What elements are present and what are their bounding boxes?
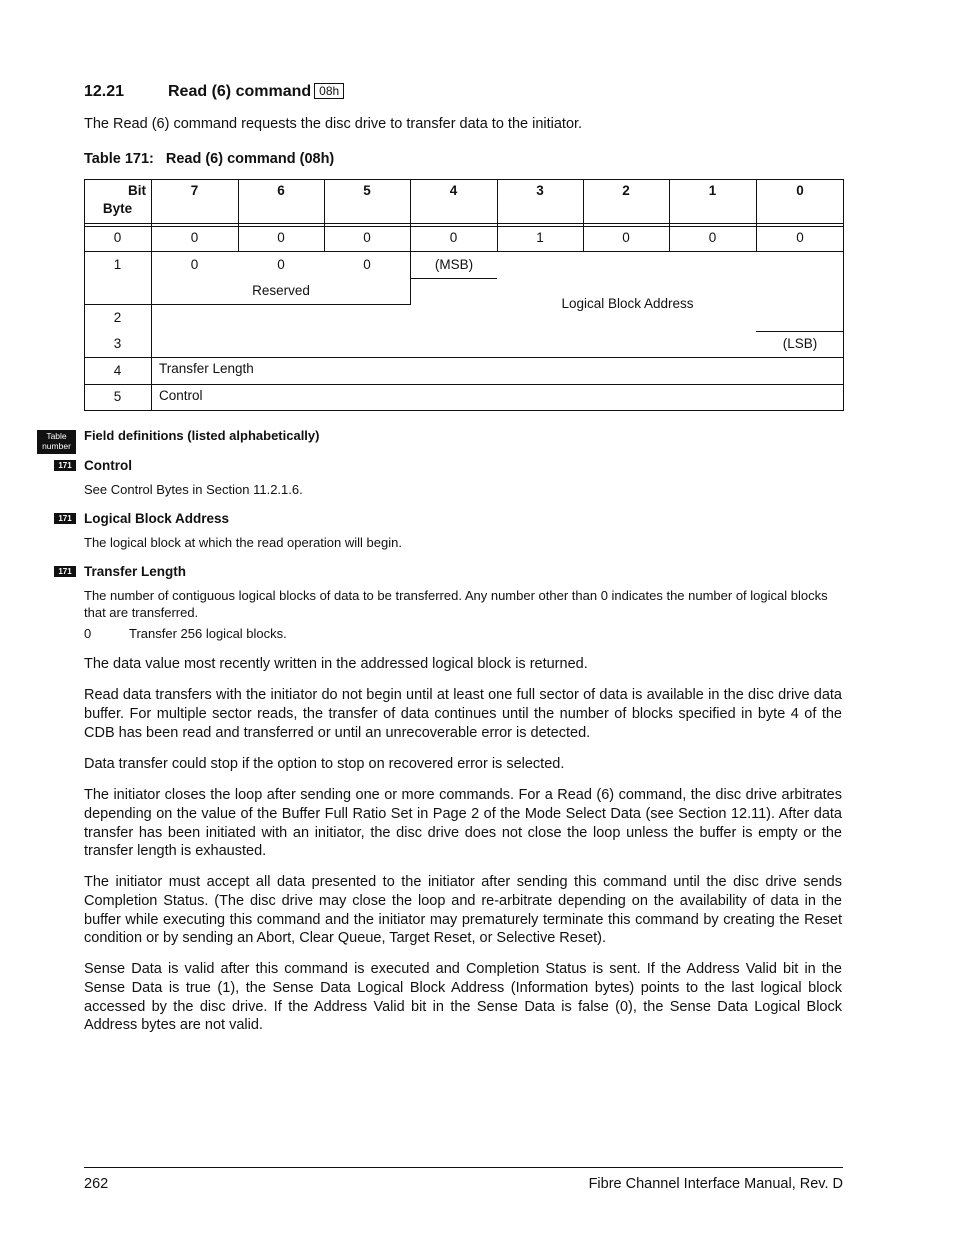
field-name: Transfer Length xyxy=(84,564,187,579)
value-desc: Transfer 256 logical blocks. xyxy=(129,626,287,641)
cdb-table xyxy=(84,179,844,411)
intro-text: The Read (6) command requests the disc drive to transfer data to the initiator. xyxy=(84,116,583,132)
byte-number: 5 xyxy=(113,389,122,404)
byte-number: 2 xyxy=(113,310,122,325)
bit-value: 0 xyxy=(363,257,371,272)
bit-header: 7 xyxy=(190,183,199,198)
table-caption-label: Table 171: xyxy=(84,151,154,167)
table-caption-title: Read (6) command (08h) xyxy=(165,151,335,167)
table-caption xyxy=(84,151,334,167)
transfer-length-field: Transfer Length xyxy=(159,361,254,376)
paragraph: The initiator closes the loop after sending one or more commands. For a Read (6) command, the disc drive arbitrates depending on the value of the Buffer Full Ratio Set in Page 2 of the Mode Select Data (see Section 12.11). After data transfer has been initiated with an initiator, the disc drive does not close the loop unless the buffer is empty or the transfer length is exhausted. xyxy=(84,787,842,860)
paragraph: Data transfer could stop if the option to stop on recovered error is selected. xyxy=(84,756,565,772)
section-number: 12.21 xyxy=(84,83,125,100)
bit-value: 0 xyxy=(190,257,199,272)
value-row xyxy=(84,626,287,641)
table-number-badge xyxy=(37,430,76,454)
bit-value: 0 xyxy=(708,230,717,245)
control-field: Control xyxy=(159,388,203,403)
field-desc: The number of contiguous logical blocks of data to be transferred. Any number other than 0 indicates the number of logical blocks that are transferred. xyxy=(84,588,828,620)
field-name: Logical Block Address xyxy=(84,511,230,526)
opcode-box: 08h xyxy=(314,83,344,99)
byte-number: 3 xyxy=(113,336,122,351)
value-key: 0 xyxy=(84,626,92,641)
field-desc: The logical block at which the read operation will begin. xyxy=(84,535,402,550)
reserved-label: Reserved xyxy=(252,283,310,298)
table-ref-badge: 171 xyxy=(54,566,76,577)
byte-number: 4 xyxy=(113,363,122,378)
paragraph: The initiator must accept all data presented to the initiator after sending this command until the disc drive sends Completion Status. (The disc drive may close the loop and re-arbitrate depending on the availability of data in the buffer while executing this command and the initiator may prematurely terminate this command by creating the Reset condition or by sending an Abort, Clear Queue, Target Reset, or Selective Reset). xyxy=(84,874,842,947)
section-heading xyxy=(84,83,344,101)
lba-label: Logical Block Address xyxy=(561,296,694,311)
bit-header: 1 xyxy=(708,183,717,198)
page-number: 262 xyxy=(84,1176,109,1192)
paragraph: The data value most recently written in the addressed logical block is returned. xyxy=(84,656,588,672)
field-name: Control xyxy=(84,458,132,473)
bit-value: 0 xyxy=(796,230,804,245)
bit-value: 0 xyxy=(190,230,199,245)
bit-header: 5 xyxy=(363,183,371,198)
section-title: Read (6) command xyxy=(168,83,312,100)
bit-header: 4 xyxy=(449,183,458,198)
field-definitions-header: Field definitions (listed alphabetically) xyxy=(84,428,320,443)
footer-rule xyxy=(84,1167,843,1168)
bit-value: 1 xyxy=(536,230,544,245)
bit-value: 0 xyxy=(277,230,285,245)
bit-value: 0 xyxy=(622,230,630,245)
header-byte-label: Byte xyxy=(102,201,133,216)
header-bit-label: Bit xyxy=(128,183,146,198)
bit-header: 3 xyxy=(536,183,544,198)
field-desc: See Control Bytes in Section 11.2.1.6. xyxy=(84,482,303,497)
lsb-label: (LSB) xyxy=(782,336,818,351)
msb-label: (MSB) xyxy=(434,257,474,272)
bit-value: 0 xyxy=(363,230,371,245)
document-title: Fibre Channel Interface Manual, Rev. D xyxy=(588,1176,843,1192)
paragraph: Read data transfers with the initiator do not begin until at least one full sector of data is available in the disc drive data buffer. For multiple sector reads, the transfer of data continues until the number of blocks specified in byte 4 of the CDB has been read and transferred or until an unrecoverable error is detected. xyxy=(84,687,842,741)
paragraph: Sense Data is valid after this command is executed and Completion Status is sent. If the Address Valid bit in the Sense Data is true (1), the Sense Data Logical Block Address (Information bytes) points to the last logical block accessed by the disc drive. If the Address Valid bit in the Sense Data is false (0), the Sense Data Logical Block Address bytes are not valid. xyxy=(84,961,842,1034)
byte-number: 1 xyxy=(113,257,122,272)
badge-line: number xyxy=(42,441,71,451)
badge-line: Table xyxy=(46,431,67,441)
bit-header: 0 xyxy=(796,183,804,198)
table-ref-badge: 171 xyxy=(54,513,76,524)
bit-value: 0 xyxy=(449,230,458,245)
bit-header: 2 xyxy=(622,183,630,198)
byte-number: 0 xyxy=(113,230,122,245)
bit-header: 6 xyxy=(277,183,285,198)
bit-value: 0 xyxy=(277,257,285,272)
table-ref-badge: 171 xyxy=(54,460,76,471)
